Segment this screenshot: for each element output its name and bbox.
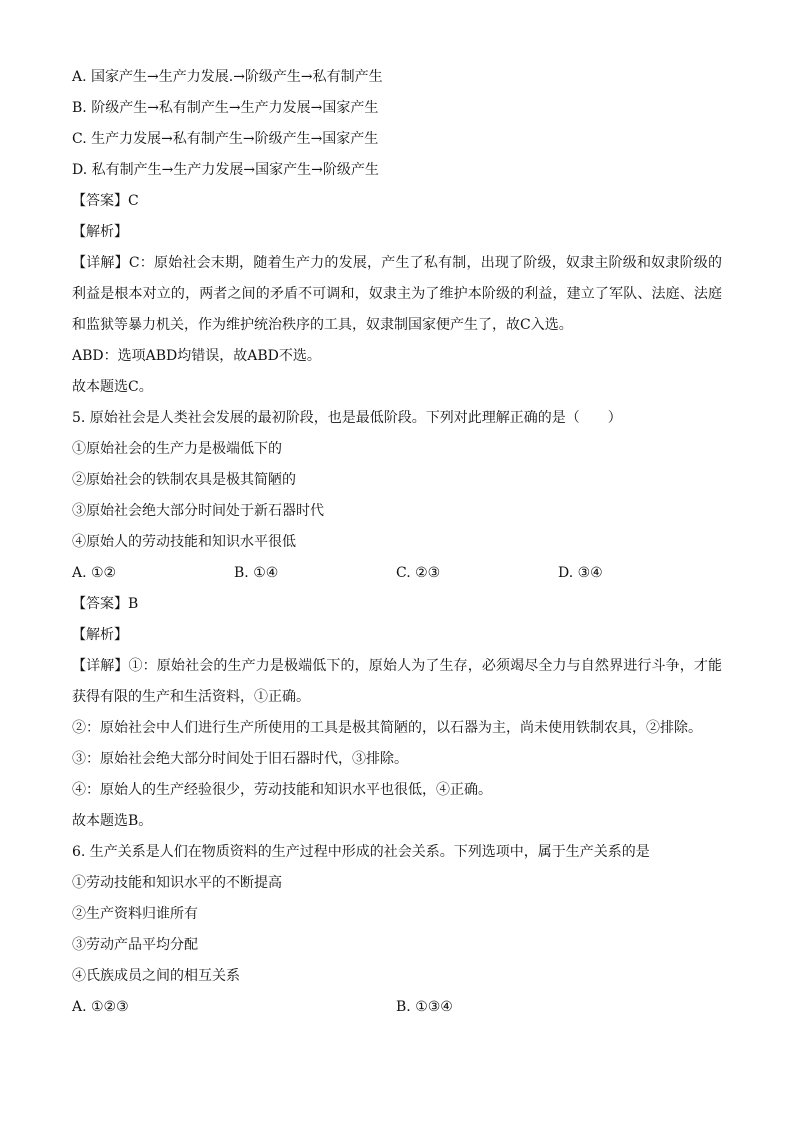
q5-options — [72, 558, 722, 589]
q5-statement-1: ①原始社会的生产力是极端低下的 — [72, 441, 282, 457]
q4-answer: 【答案】C — [72, 193, 139, 209]
q4-option-d: D. 私有制产生→生产力发展→国家产生→阶级产生 — [72, 162, 379, 178]
q5-detail: 【详解】①：原始社会的生产力是极端低下的，原始人为了生存，必须竭尽全力与自然界进行斗争，才能获得有限的生产和生活资料，①正确。 — [72, 658, 722, 705]
q6-statement-2: ②生产资料归谁所有 — [72, 906, 198, 922]
q4-detail: 【详解】C：原始社会末期，随着生产力的发展，产生了私有制，出现了阶级，奴隶主阶级和奴隶阶级的利益是根本对立的，两者之间的矛盾不可调和，奴隶主为了维护本阶级的利益，建立了军队、法庭、法庭和监狱等暴力机关，作为维护统治秩序的工具，奴隶制国家便产生了，故C入选。 — [72, 255, 722, 333]
q5-statement-3: ③原始社会绝大部分时间处于新石器时代 — [72, 503, 324, 519]
q4-option-a: A. 国家产生→生产力发展.→阶级产生→私有制产生 — [72, 69, 383, 85]
q4-option-b: B. 阶级产生→私有制产生→生产力发展→国家产生 — [72, 100, 379, 116]
q5-statement-2: ②原始社会的铁制农具是极其简陋的 — [72, 472, 296, 488]
q4-analysis-heading: 【解析】 — [72, 224, 128, 240]
q4-option-c: C. 生产力发展→私有制产生→阶级产生→国家产生 — [72, 131, 379, 147]
q6-statement-4: ④氏族成员之间的相互关系 — [72, 968, 240, 984]
q5-answer: 【答案】B — [72, 596, 139, 612]
q5-option-b: B. ①④ — [234, 565, 279, 581]
q4-section — [72, 62, 722, 403]
q5-analysis-heading: 【解析】 — [72, 627, 128, 643]
q5-conclusion: 故本题选B。 — [72, 813, 153, 829]
q6-statement-3: ③劳动产品平均分配 — [72, 937, 198, 953]
document-page — [72, 62, 722, 1023]
q5-stem: 5. 原始社会是人类社会发展的最初阶段，也是最低阶段。下列对此理解正确的是（ ） — [72, 410, 622, 426]
q4-conclusion: 故本题选C。 — [72, 379, 153, 395]
q5-option-a: A. ①② — [72, 565, 117, 581]
q6-stem: 6. 生产关系是人们在物质资料的生产过程中形成的社会关系。下列选项中，属于生产关系的是 — [72, 844, 650, 860]
q5-section — [72, 403, 722, 837]
q6-options — [72, 992, 722, 1023]
q6-statement-1: ①劳动技能和知识水平的不断提高 — [72, 875, 282, 891]
q5-option-d: D. ③④ — [558, 565, 603, 581]
q5-statement-4: ④原始人的劳动技能和知识水平很低 — [72, 534, 296, 550]
q6-section — [72, 837, 722, 1023]
q5-point-3: ③：原始社会绝大部分时间处于旧石器时代，③排除。 — [72, 751, 408, 767]
q6-option-b: B. ①③④ — [396, 999, 453, 1015]
q5-point-4: ④：原始人的生产经验很少，劳动技能和知识水平也很低，④正确。 — [72, 782, 492, 798]
q5-option-c: C. ②③ — [396, 565, 441, 581]
q4-extra: ABD：选项ABD均错误，故ABD不选。 — [72, 348, 321, 364]
q5-point-2: ②：原始社会中人们进行生产所使用的工具是极其简陋的，以石器为主，尚未使用铁制农具，②排除。 — [72, 720, 702, 736]
q6-option-a: A. ①②③ — [72, 999, 129, 1015]
